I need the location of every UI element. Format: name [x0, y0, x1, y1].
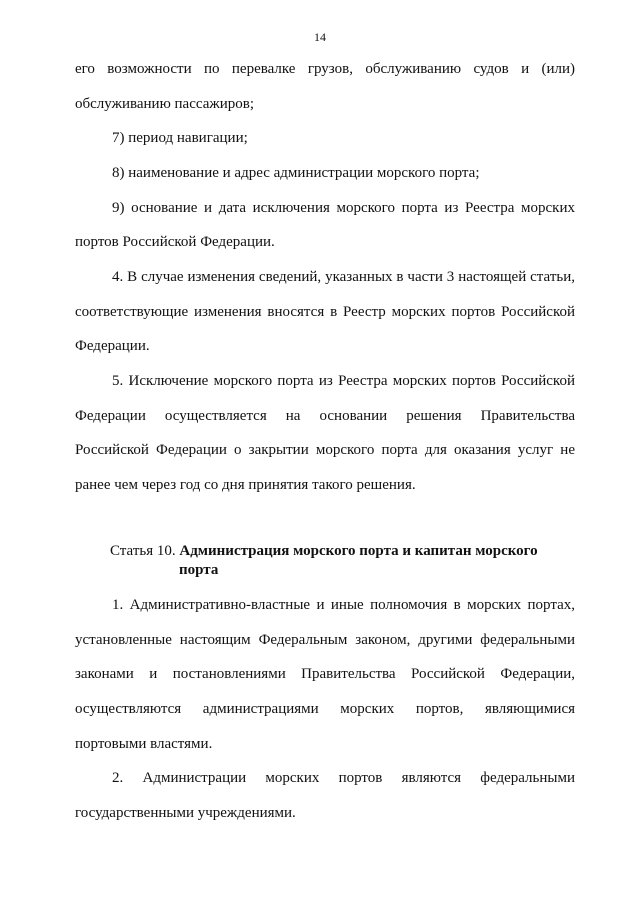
text-line: законами и постановлениями Правительства Российской Федерации,	[75, 666, 575, 682]
paragraph-4: 4. В случае изменения сведений, указанных в части 3 настоящей статьи,	[112, 269, 575, 285]
text-line: соответствующие изменения вносятся в Реестр морских портов Российской	[75, 304, 575, 320]
article-prefix: Статья 10.	[110, 543, 176, 559]
article-title-continuation: порта	[179, 562, 219, 578]
article-heading	[110, 542, 580, 580]
text-line: Российской Федерации о закрытии морского порта для оказания услуг не	[75, 442, 575, 458]
list-item: 9) основание и дата исключения морского порта из Реестра морских	[112, 200, 575, 216]
page-number: 14	[314, 30, 326, 44]
paragraph-5: 5. Исключение морского порта из Реестра морских портов Российской	[112, 373, 575, 389]
list-item: 8) наименование и адрес администрации морского порта;	[112, 165, 480, 181]
text-line: портовыми властями.	[75, 736, 213, 752]
article-title: Администрация морского порта и капитан морского	[179, 543, 538, 559]
text-line: ранее чем через год со дня принятия такого решения.	[75, 477, 416, 493]
text-line: Федерации осуществляется на основании решения Правительства	[75, 408, 575, 424]
text-line: портов Российской Федерации.	[75, 234, 275, 250]
text-line: Федерации.	[75, 338, 150, 354]
paragraph-1: 1. Административно-властные и иные полномочия в морских портах,	[112, 597, 575, 613]
text-line: обслуживанию пассажиров;	[75, 96, 255, 112]
list-item: 7) период навигации;	[112, 130, 248, 146]
text-line: государственными учреждениями.	[75, 805, 296, 821]
text-line: осуществляются администрациями морских портов, являющимися	[75, 701, 575, 717]
text-line: его возможности по перевалке грузов, обслуживанию судов и (или)	[75, 61, 575, 77]
text-line: установленные настоящим Федеральным законом, другими федеральными	[75, 632, 575, 648]
paragraph-2: 2. Администрации морских портов являются федеральными	[112, 770, 575, 786]
